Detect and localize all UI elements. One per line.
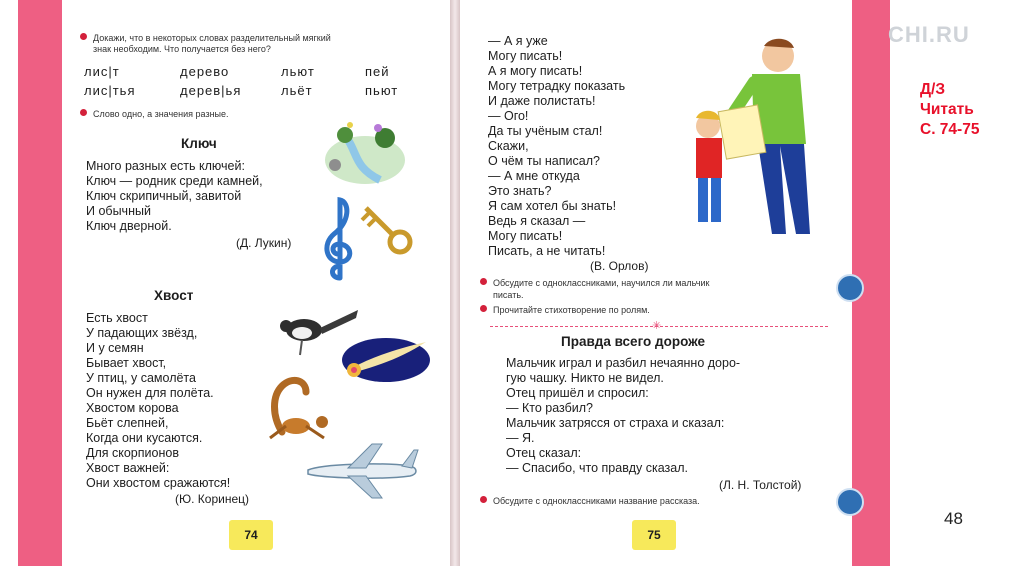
text-line: Ведь я сказал — (488, 214, 586, 228)
text-line: Могу тетрадку показать (488, 79, 626, 93)
text-line: И обычный (86, 204, 151, 218)
text-line: Ключ — родник среди камней, (86, 174, 263, 188)
text-line: — Кто разбил? (506, 401, 594, 415)
text-line: — А мне откуда (488, 169, 580, 183)
word: дерево (180, 64, 230, 79)
text-line: Могу писать! (488, 49, 563, 63)
word: льют (281, 64, 315, 79)
text-line: Когда они кусаются. (86, 431, 203, 445)
text-line: Для скорпионов (86, 446, 179, 460)
spring-illustration (320, 110, 410, 190)
text-line: И у семян (86, 341, 144, 355)
text-line: Писать, а не читать! (488, 244, 606, 258)
text-line: Мальчик затрясся от страха и сказал: (506, 416, 725, 430)
text-line: О чём ты написал? (488, 154, 600, 168)
text-line: Они хвостом сражаются! (86, 476, 231, 490)
text-line: Хвостом корова (86, 401, 179, 415)
word: пьют (365, 83, 399, 98)
task-line: знак необходим. Что получается без него? (93, 44, 271, 54)
text-line: Много разных есть ключей: (86, 159, 245, 173)
text-line: Он нужен для полёта. (86, 386, 214, 400)
story-author: (Л. Н. Толстой) (719, 478, 802, 492)
text-line: Ключ дверной. (86, 219, 172, 233)
task-bullet: Докажи, что в некоторых словах разделительный мягкий (80, 33, 331, 44)
task-bullet: Обсудите с одноклассниками название рассказа. (480, 496, 700, 507)
task-icon (836, 274, 864, 302)
text-line: Ключ скрипичный, завитой (86, 189, 242, 203)
text-line: — Ого! (488, 109, 529, 123)
poem-author: (Д. Лукин) (236, 236, 292, 250)
homework-line: Д/З (920, 81, 946, 98)
task-bullet: Обсудите с одноклассниками, научился ли мальчик (480, 278, 709, 289)
text-line: гую чашку. Никто не видел. (506, 371, 664, 385)
comet-icon (330, 334, 430, 386)
text-line: Отец сказал: (506, 446, 582, 460)
poem-title: Ключ (181, 136, 217, 151)
text-line: — Спасибо, что правду сказал. (506, 461, 688, 475)
text-line: И даже полистать! (488, 94, 596, 108)
text-line: Отец пришёл и спросил: (506, 386, 649, 400)
right-page (460, 0, 852, 566)
text-line: Я сам хотел бы знать! (488, 199, 617, 213)
text-line: Бывает хвост, (86, 356, 167, 370)
text-line: Могу писать! (488, 229, 563, 243)
word: лис|тья (84, 83, 136, 98)
task-line: писать. (493, 290, 524, 300)
word: пей (365, 64, 390, 79)
airplane-icon (302, 440, 420, 502)
left-page (62, 0, 451, 566)
left-pink-band (18, 0, 62, 566)
text-line: Да ты учёным стал! (488, 124, 603, 138)
task-icon (836, 488, 864, 516)
homework-line: С. 74-75 (920, 121, 980, 138)
treble-clef-icon (320, 192, 360, 284)
poem-author: (В. Орлов) (590, 259, 649, 273)
divider-star-icon: ✳ (652, 320, 662, 332)
text-line: У птиц, у самолёта (86, 371, 196, 385)
text-line: У падающих звёзд, (86, 326, 198, 340)
scorpion-icon (262, 366, 334, 442)
text-line: Есть хвост (86, 311, 148, 325)
key-icon (358, 200, 414, 256)
page-number: 74 (229, 520, 273, 550)
text-line: Хвост важней: (86, 461, 170, 475)
page-number: 75 (632, 520, 676, 550)
word: лис|т (84, 64, 120, 79)
task-bullet: Прочитайте стихотворение по ролям. (480, 305, 650, 316)
text-line: Мальчик играл и разбил нечаянно доро- (506, 356, 741, 370)
word: льёт (281, 83, 313, 98)
watermark: CHI.RU (888, 22, 970, 47)
word: дерев|ья (180, 83, 242, 98)
text-line: Это знать? (488, 184, 552, 198)
poem-title: Хвост (154, 288, 194, 303)
text-line: — А я уже (488, 34, 548, 48)
slide-number: 48 (944, 509, 963, 528)
homework-line: Читать (920, 101, 974, 118)
text-line: Скажи, (488, 139, 529, 153)
story-title: Правда всего дороже (561, 334, 706, 349)
text-line: А я могу писать! (488, 64, 583, 78)
book-gutter (450, 0, 460, 566)
text-line: Бьёт слепней, (86, 416, 169, 430)
text-line: — Я. (506, 431, 535, 445)
father-and-son-illustration (682, 34, 832, 244)
poem-author: (Ю. Коринец) (175, 492, 249, 506)
note: Слово одно, а значения разные. (80, 109, 229, 120)
